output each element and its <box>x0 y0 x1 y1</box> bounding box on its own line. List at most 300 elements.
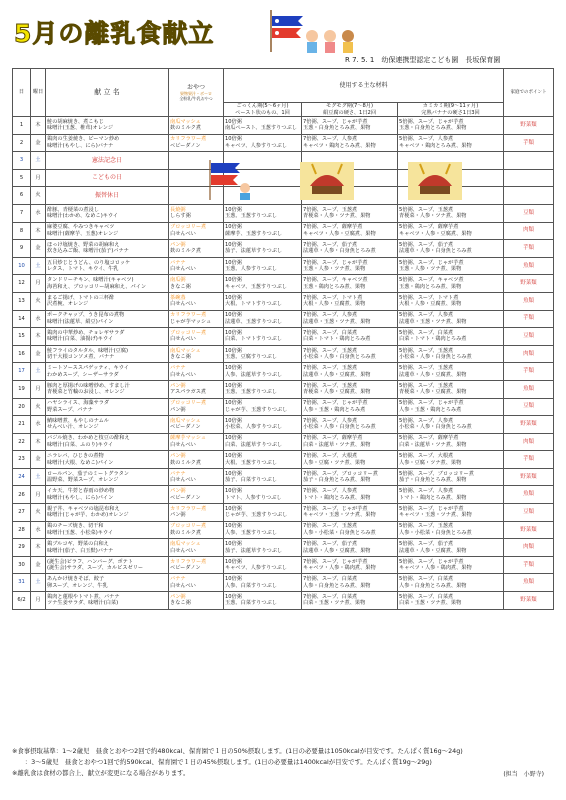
stage3-line-1: 5倍粥、スープ、玉葱煮 <box>399 206 454 213</box>
table-row <box>13 556 554 574</box>
stage2-line-1: 7倍粥、スープ、玉葱煮 <box>303 206 358 213</box>
menu-line-2: 海苔和え、ブロッコリー胡麻和え、パイン <box>47 283 147 290</box>
stage2-line-2: 玉葱・白身魚とろみ煮、果物 <box>303 125 371 132</box>
menu-line-2: 味噌汁(茄子、白玉麩)バナナ <box>47 547 114 554</box>
snack-line-2: 麸のミルク煮 <box>170 459 202 466</box>
menu-line-1: 鯖味噌煮、もやしのナムル <box>47 417 109 424</box>
table-row <box>13 328 554 346</box>
stage2-cell <box>302 275 398 293</box>
stage1-cell <box>224 556 302 574</box>
stage3-line-2: 茄子・白身魚とろみ煮、果物 <box>399 477 467 484</box>
stage3-line-2: キャベツ・人参・豆腐煮、果物 <box>399 230 472 237</box>
stage2-cell <box>302 310 398 328</box>
dow-cell: 金 <box>31 556 46 574</box>
menu-line-2: せんべい汁、オレンジ <box>47 424 99 431</box>
dow-cell: 火 <box>31 187 46 205</box>
stage1-line-2: キャベツ、人参すりつぶし <box>225 565 287 572</box>
stage1-line-1: 10倍粥 <box>225 365 242 372</box>
stage2-line-1: 7倍粥、スープ、人参煮 <box>303 417 358 424</box>
day-cell: 14 <box>13 310 31 328</box>
point-cell <box>504 187 554 205</box>
menu-cell <box>46 222 169 240</box>
stage1-line-1: 10倍粥 <box>225 558 242 565</box>
col-day: 日 <box>13 69 31 117</box>
stage2-line-2: 玉葱・鶏肉とろみ煮、果物 <box>303 283 366 290</box>
stage2-line-2: キャベツ・人参・鶏肉煮、果物 <box>303 565 376 572</box>
koinobori-children-icon <box>200 160 258 200</box>
dow-cell: 木 <box>31 222 46 240</box>
menu-line-1: イカ天、牛蒡と春雨の炒め物 <box>47 488 115 495</box>
snack-line-1: バナナ <box>170 470 186 477</box>
stage1-cell <box>224 204 302 222</box>
table-row <box>13 486 554 504</box>
stage3-line-2: キャベツ・玉葱・ツナ煮、果物 <box>399 512 472 519</box>
stage1-cell <box>224 345 302 363</box>
point-cell: 豆類 <box>504 328 554 346</box>
stage1-line-1: 10倍粥 <box>225 435 242 442</box>
menu-cell <box>46 204 169 222</box>
menu-cell <box>46 504 169 522</box>
stage3-cell <box>398 451 504 469</box>
stage2-line-2: トマト・鶏肉とろみ煮、果物 <box>303 494 371 501</box>
table-row <box>13 592 554 610</box>
stage1-line-2: 玉葱、豆腐すりつぶし <box>225 354 277 361</box>
point-cell: 魚類 <box>504 486 554 504</box>
snack-line-2: ベビーダノン <box>170 424 201 431</box>
menu-cell <box>46 134 169 152</box>
stage3-line-1: 5倍粥、スープ、じゃが芋煮 <box>399 505 464 512</box>
dow-cell: 土 <box>31 574 46 592</box>
stage1-line-2: 白菜、法蓮草すりつぶし <box>225 441 283 448</box>
stage1-line-1: 10倍粥 <box>225 294 242 301</box>
col-point: 家庭でのポイント <box>504 69 554 117</box>
stage1-cell <box>224 486 302 504</box>
dow-cell: 土 <box>31 468 46 486</box>
stage1-line-2: 人参、玉葱すりつぶし <box>225 529 277 536</box>
table-row <box>13 363 554 381</box>
day-cell: 30 <box>13 556 31 574</box>
stage3-line-1: 5倍粥、スープ、じゃが芋煮 <box>399 400 464 407</box>
snack-line-1: ブロッコリー煮 <box>170 400 207 407</box>
day-cell: 21 <box>13 416 31 434</box>
stage3-line-2: 青梗菜・人参・ツナ煮、果物 <box>399 213 467 220</box>
stage3-line-1: 5倍粥、スープ、薩摩芋煮 <box>399 435 459 442</box>
day-cell: 16 <box>13 345 31 363</box>
menu-line-2: 味噌汁(玉葱、椎茸)オレンジ <box>47 125 114 132</box>
menu-line-1: 鶏肉と蓮根やトマト煮、バナナ <box>47 593 120 600</box>
point-cell: 芋類 <box>504 310 554 328</box>
stage1-cell <box>224 451 302 469</box>
stage3-cell <box>398 310 504 328</box>
stage2-line-2: 法蓮草・人参・豆腐煮、果物 <box>303 547 371 554</box>
point-cell: 芋類 <box>504 556 554 574</box>
point-cell: 肉類 <box>504 433 554 451</box>
menu-line-1: ほっけ塩焼き、野菜の胡麻和え <box>47 241 120 248</box>
table-row <box>13 416 554 434</box>
snack-cell <box>169 556 224 574</box>
day-cell: 3 <box>13 152 31 170</box>
snack-line-1: パン粥 <box>170 488 186 495</box>
table-row <box>13 468 554 486</box>
stage2-cell <box>302 345 398 363</box>
stage3-cell <box>398 204 504 222</box>
point-cell <box>504 152 554 170</box>
menu-line-2: 味噌汁(わかめ、なめこ)キウイ <box>47 213 119 220</box>
stage1-cell <box>224 134 302 152</box>
dow-cell: 月 <box>31 486 46 504</box>
menu-line-2: 青梗菜と竹輪のお浸し、オレンジ <box>47 389 125 396</box>
menu-cell <box>46 433 169 451</box>
stage3-line-2: 法蓮草・玉葱・ツナ煮、果物 <box>399 318 467 325</box>
snack-line-1: パン粥 <box>170 453 186 460</box>
day-cell: 19 <box>13 380 31 398</box>
stage2-cell <box>302 451 398 469</box>
stage1-line-2: じゃが芋、玉葱すりつぶし <box>225 512 288 519</box>
stage3-line-1: 5倍粥、スープ、白菜煮 <box>399 593 454 600</box>
stage1-line-1: 10倍粥 <box>225 488 242 495</box>
dow-cell: 土 <box>31 363 46 381</box>
stage3-cell <box>398 468 504 486</box>
stage2-cell <box>302 292 398 310</box>
point-cell: 豆類 <box>504 398 554 416</box>
day-cell: 28 <box>13 521 31 539</box>
stage3-cell <box>398 257 504 275</box>
dow-cell: 火 <box>31 292 46 310</box>
menu-cell <box>46 416 169 434</box>
stage2-line-1: 7倍粥、スープ、玉葱煮 <box>303 382 358 389</box>
stage1-line-2: トマト、人参すりつぶし <box>225 494 282 501</box>
dow-cell: 土 <box>31 152 46 170</box>
stage3-cell <box>398 275 504 293</box>
stage2-line-1: 7倍粥、スープ、じゃが芋煮 <box>303 400 368 407</box>
snack-line-1: カリフラワー煮 <box>170 558 207 565</box>
snack-header: おやつ <box>186 83 205 91</box>
stage3-line-1: 5倍粥、スープ、トマト煮 <box>399 294 459 301</box>
menu-line-2: 味噌汁(もやし、にら)パイン <box>47 494 114 501</box>
point-cell: 魚類 <box>504 292 554 310</box>
stage-3 <box>398 103 504 117</box>
stage2-line-1: 7倍粥、スープ、玉葱煮 <box>303 523 358 530</box>
stage1-cell <box>224 310 302 328</box>
stage2-line-2: 白菜・玉葱・ツナ煮、果物 <box>303 600 366 607</box>
menu-line-2: (誕生会)サラダ、スープ、カルピスゼリー <box>47 565 144 572</box>
snack-line-2: 白せんべい <box>170 371 196 378</box>
stage1-line-2: 茄子、白菜すりつぶし <box>225 477 277 484</box>
menu-cell <box>46 310 169 328</box>
stage-1-title: ごっくん期(5〜6ヶ月) <box>236 103 289 109</box>
stage1-cell <box>224 275 302 293</box>
point-cell <box>504 169 554 187</box>
stage3-line-2: 小松菜・人参・白身魚とろみ煮 <box>399 354 472 361</box>
stage1-cell <box>224 504 302 522</box>
menu-line-1: まるご揚げ、トマトの三杯酢 <box>47 294 115 301</box>
menu-line-1: 鮭の胡麻焼き、煮こもじ <box>47 118 104 125</box>
snack-cell <box>169 134 224 152</box>
stage1-line-2: 大根、トマトすりつぶし <box>225 301 282 308</box>
stage3-line-1: 5倍粥、スープ、白菜煮 <box>399 329 454 336</box>
stage2-line-2: 人参・玉葱・鶏肉とろみ煮 <box>303 406 366 413</box>
day-cell: 15 <box>13 328 31 346</box>
dow-cell: 月 <box>31 380 46 398</box>
stage3-cell <box>398 134 504 152</box>
point-cell: 肉類 <box>504 539 554 557</box>
stage3-line-1: 5倍粥、スープ、白菜煮 <box>399 576 454 583</box>
menu-cell <box>46 328 169 346</box>
footnote-1: ※食事摂取基準：1〜2歳児 昼食とおやつ2回で約480kcal、保育園で１日の50%摂取します。(1日の必要量は1050kcalが目安です。たんぱく質16g〜24g) <box>12 747 463 755</box>
stage2-cell <box>302 556 398 574</box>
snack-line-2: きなこ粥 <box>170 283 191 290</box>
stage1-line-1: 10倍粥 <box>225 576 242 583</box>
stage2-line-1: 7倍粥、スープ、茄子煮 <box>303 541 358 548</box>
day-cell: 22 <box>13 433 31 451</box>
stage1-cell <box>224 117 302 135</box>
stage1-line-2: 南瓜ペースト、玉葱すりつぶし <box>225 125 297 132</box>
snack-cell <box>169 451 224 469</box>
stage1-line-1: 10倍粥 <box>225 382 242 389</box>
stage2-line-1: 7倍粥、スープ、人参煮 <box>303 312 358 319</box>
stage2-line-2: キャベツ・玉葱・ツナ煮、果物 <box>303 512 376 519</box>
stage3-line-1: 5倍粥、スープ、玉葱煮 <box>399 382 454 389</box>
table-row <box>13 117 554 135</box>
dow-cell: 水 <box>31 310 46 328</box>
point-cell: 魚類 <box>504 257 554 275</box>
snack-line-2: 白せんべい <box>170 441 196 448</box>
stage1-line-2: 玉葱、人参すりつぶし <box>225 266 277 273</box>
menu-line-2: 味噌汁(じゃが芋、わかめ)オレンジ <box>47 512 129 519</box>
table-row <box>13 451 554 469</box>
stage3-cell <box>398 292 504 310</box>
stage1-cell <box>224 328 302 346</box>
menu-line-2: 味噌汁(白菜、ふのり)キウイ <box>47 441 114 448</box>
stage1-cell <box>224 380 302 398</box>
day-cell: 5 <box>13 169 31 187</box>
day-cell: 12 <box>13 275 31 293</box>
stage1-cell <box>224 292 302 310</box>
day-cell: 2 <box>13 134 31 152</box>
stage3-cell <box>398 504 504 522</box>
snack-cell <box>169 521 224 539</box>
stage3-cell <box>398 574 504 592</box>
table-row <box>13 134 554 152</box>
menu-cell <box>46 451 169 469</box>
stage3-line-1: 5倍粥、スープ、人参煮 <box>399 488 454 495</box>
menu-line-1: 鮭フライのタルタル、味噌汁(豆腐) <box>47 347 129 354</box>
stage3-line-2: 白菜・トマト・鶏肉とろみ煮 <box>399 336 467 343</box>
menu-cell <box>46 486 169 504</box>
stage1-line-1: 10倍粥 <box>225 593 242 600</box>
stage2-cell <box>302 398 398 416</box>
menu-cell <box>46 539 169 557</box>
table-row <box>13 204 554 222</box>
day-cell: 9 <box>13 240 31 258</box>
holiday-cell: 振替休日 <box>46 187 169 205</box>
point-cell: 野菜類 <box>504 416 554 434</box>
stage1-line-1: 10倍粥 <box>225 453 242 460</box>
snack-line-1: 南瓜マッシュ <box>170 347 201 354</box>
stage-3-desc: 完熟バナナの硬さ1日3回 <box>421 109 480 116</box>
day-cell: 29 <box>13 539 31 557</box>
snack-cell <box>169 240 224 258</box>
menu-cell <box>46 345 169 363</box>
snack-line-2: しらす粥 <box>170 213 191 220</box>
stage2-cell <box>302 592 398 610</box>
stage3-cell <box>398 486 504 504</box>
stage1-line-1: 10倍粥 <box>225 224 242 231</box>
stage3-line-1: 5倍粥、スープ、人参煮 <box>399 417 454 424</box>
menu-line-1: 鶏ブルコギ、野菜の白和え <box>47 541 109 548</box>
stage1-line-2: 薩摩芋、玉葱すりつぶし <box>225 230 283 237</box>
stage3-line-1: 5倍粥、スープ、じゃが芋煮 <box>399 118 464 125</box>
menu-line-1: 五目炒じとうどん、のり塩コロッケ <box>47 259 131 266</box>
stage3-cell <box>398 363 504 381</box>
stage-2 <box>302 103 398 117</box>
snack-cell <box>169 592 224 610</box>
stage-1-desc: ペースト状のもの、1回 <box>235 109 290 116</box>
menu-cell <box>46 363 169 381</box>
stage1-line-1: 10倍粥 <box>225 470 242 477</box>
stage3-cell <box>398 592 504 610</box>
menu-line-2: 味噌汁(玉葱、小松菜)キウイ <box>47 529 114 536</box>
stage3-line-1: 5倍粥、スープ、茄子煮 <box>399 541 454 548</box>
day-cell: 10 <box>13 257 31 275</box>
menu-line-2: 味噌汁(白菜、油揚げ)キウイ <box>47 336 114 343</box>
dow-cell: 水 <box>31 416 46 434</box>
page-title: 5月の離乳食献立 <box>14 19 215 48</box>
stage2-cell <box>302 504 398 522</box>
stage2-cell <box>302 468 398 486</box>
snack-line-1: 長焼粥 <box>170 206 186 213</box>
stage3-line-2: 小松菜・人参・白身魚とろみ煮 <box>399 424 472 431</box>
stage1-line-1: 10倍粥 <box>225 259 242 266</box>
stage2-line-2: 人参・豆腐・ツナ煮、果物 <box>303 459 366 466</box>
stage2-line-1: 7倍粥、スープ、白菜煮 <box>303 576 358 583</box>
snack-cell <box>169 574 224 592</box>
stage1-line-1: 10倍粥 <box>225 206 242 213</box>
snack-line-1: パン粥 <box>170 593 186 600</box>
table-row <box>13 398 554 416</box>
stage-2-title: モグモグ期(7〜8月) <box>326 103 373 109</box>
day-cell: 6/2 <box>13 592 31 610</box>
stage1-line-1: 10倍粥 <box>225 277 242 284</box>
col-menu: 献 立 名 <box>46 69 169 117</box>
stage2-line-2: 人参・小松菜・白身魚とろみ煮 <box>303 529 376 536</box>
stage3-line-2: 大根・人参・豆腐煮、果物 <box>399 301 462 308</box>
stage2-line-2: 白菜・トマト・鶏肉とろみ煮 <box>303 336 371 343</box>
stage2-cell <box>302 416 398 434</box>
snack-cell <box>169 486 224 504</box>
stage1-cell <box>224 240 302 258</box>
stage1-cell <box>224 257 302 275</box>
stage2-line-2: 大根・人参・豆腐煮、果物 <box>303 301 366 308</box>
menu-line-1: 鶏のチーズ焼き、切干和 <box>47 523 104 530</box>
stage2-line-1: 7倍粥、スープ、人参煮 <box>303 488 358 495</box>
snack-line-2: 麸のミルク煮 <box>170 248 202 255</box>
stage1-line-1: 10倍粥 <box>225 136 242 143</box>
stage1-line-1: 10倍粥 <box>225 400 242 407</box>
stage-1 <box>224 103 302 117</box>
stage3-line-2: 人参・豆腐・ツナ煮、果物 <box>399 459 462 466</box>
stage3-line-1: 5倍粥、スープ、キャベツ煮 <box>399 277 464 284</box>
table-row <box>13 380 554 398</box>
stage3-line-1: 5倍粥、スープ、じゃが芋煮 <box>399 259 464 266</box>
stage1-cell <box>224 574 302 592</box>
menu-line-2: 味噌汁(もやし、にら)バナナ <box>47 142 114 149</box>
stage3-line-1: 5倍粥、スープ、玉葱煮 <box>399 523 454 530</box>
stage2-line-1: 7倍粥、スープ、人参煮 <box>303 136 358 143</box>
table-row <box>13 504 554 522</box>
menu-cell <box>46 275 169 293</box>
stage2-line-2: 小松菜・人参・白身魚とろみ煮 <box>303 354 376 361</box>
dow-cell: 水 <box>31 204 46 222</box>
menu-line-1: ニラレバ、ひじきの煮物 <box>47 453 104 460</box>
menu-line-2: 味噌汁(大根、なめこ)パイン <box>47 459 114 466</box>
snack-cell <box>169 204 224 222</box>
snack-cell <box>169 328 224 346</box>
snack-line-1: パン粥 <box>170 241 186 248</box>
day-cell: 24 <box>13 468 31 486</box>
menu-cell <box>46 398 169 416</box>
dow-cell: 木 <box>31 328 46 346</box>
stage1-cell <box>224 363 302 381</box>
stage2-line-1: 7倍粥、スープ、白菜煮 <box>303 329 358 336</box>
stage2-cell <box>302 222 398 240</box>
snack-line-1: ブロッコリー煮 <box>170 329 207 336</box>
day-cell: 8 <box>13 222 31 240</box>
point-cell: 野菜類 <box>504 275 554 293</box>
stage3-line-2: 法蓮草・人参・豆腐煮、果物 <box>399 547 467 554</box>
kabuto-helmet-icon-2 <box>406 160 464 202</box>
stage2-line-1: 7倍粥、スープ、じゃが芋煮 <box>303 118 368 125</box>
stage3-line-1: 5倍粥、スープ、大根煮 <box>399 453 454 460</box>
point-cell: 肉類 <box>504 345 554 363</box>
snack-sub2: 全粉乳/牛乳おやつ <box>179 96 213 102</box>
signature: (担当 小野寺) <box>503 771 544 778</box>
snack-line-2: ベビーダノン <box>170 565 201 572</box>
menu-cell <box>46 574 169 592</box>
menu-line-1: ロールパン、茄子のミートグラタン <box>47 470 129 477</box>
snack-line-2: 麸のミルク煮 <box>170 529 202 536</box>
stage2-line-2: 法蓮草・人参・白身魚とろみ煮 <box>303 248 376 255</box>
stage1-line-2: 茄子、法蓮草すりつぶし <box>225 248 283 255</box>
stage3-line-1: 5倍粥、スープ、玉葱煮 <box>399 347 454 354</box>
dow-cell: 月 <box>31 592 46 610</box>
snack-cell <box>169 398 224 416</box>
table-row <box>13 539 554 557</box>
snack-line-1: 南瓜マッシュ <box>170 118 201 125</box>
stage1-line-1: 10倍粥 <box>225 505 242 512</box>
stage2-cell <box>302 363 398 381</box>
stage2-cell <box>302 240 398 258</box>
stage3-line-2: 玉葱・白身魚とろみ煮、果物 <box>399 125 467 132</box>
snack-line-2: アスパラガス煮 <box>170 389 207 396</box>
stage-3-title: カミカミ期(9〜11ヶ月) <box>422 103 479 109</box>
snack-line-2: じゃが芋マッシュ <box>170 318 212 325</box>
stage1-cell <box>224 592 302 610</box>
stage2-line-1: 7倍粥、スープ、大根煮 <box>303 453 358 460</box>
snack-line-1: ブロッコリー煮 <box>170 523 207 530</box>
stage2-line-2: 人参・白身魚とろみ煮、果物 <box>303 582 371 589</box>
dow-cell: 火 <box>31 504 46 522</box>
col-dow: 曜日 <box>31 69 46 117</box>
stage3-cell <box>398 222 504 240</box>
point-cell: 芋類 <box>504 451 554 469</box>
children-illustration-icon <box>302 26 362 56</box>
stage3-cell <box>398 433 504 451</box>
stage3-line-2: 玉葱・鶏肉とろみ煮、果物 <box>399 283 462 290</box>
stage2-line-1: 7倍粥、スープ、ブロッコリー煮 <box>303 470 378 477</box>
snack-line-1: 茶碗蒸 <box>170 294 186 301</box>
dow-cell: 金 <box>31 345 46 363</box>
